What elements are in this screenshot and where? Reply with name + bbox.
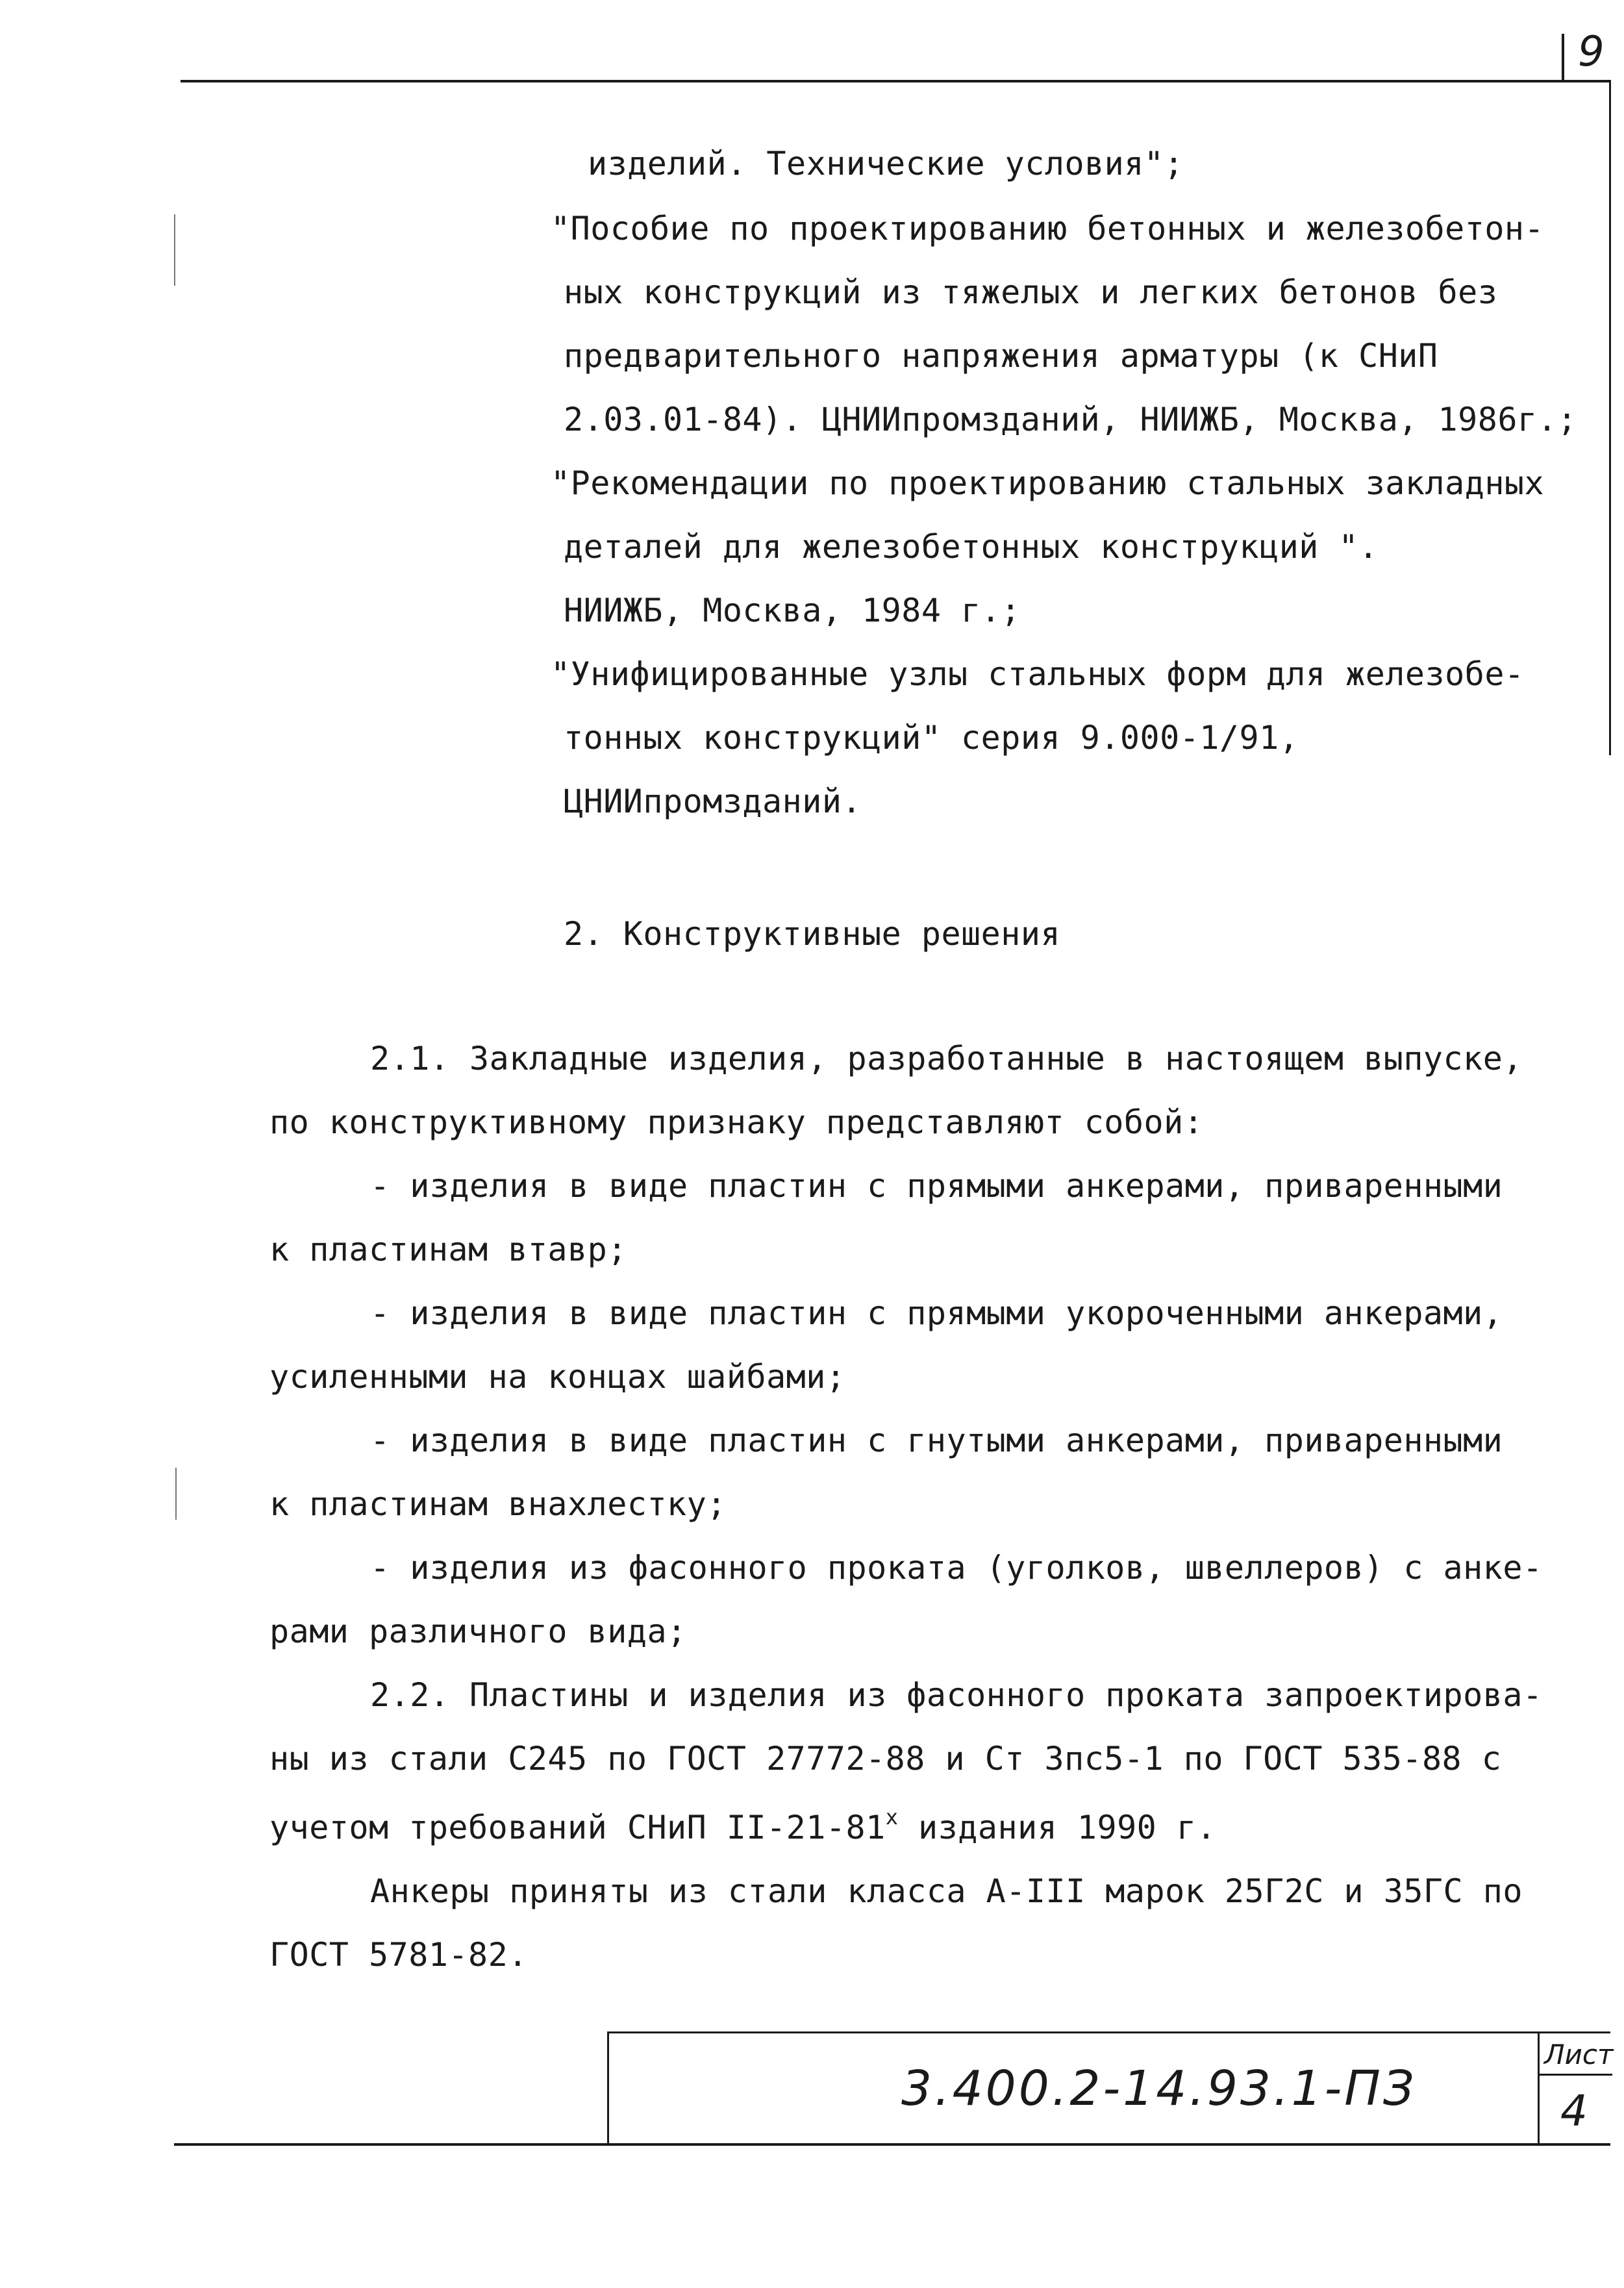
body-line: - изделия в виде пластин с прямыми анкерами, приваренными: [370, 1167, 1503, 1205]
body-line: по конструктивному признаку представляют собой:: [269, 1103, 1204, 1141]
reference-line: тонных конструкций" серия 9.000-1/91,: [564, 719, 1299, 757]
body-line: к пластинам втавр;: [269, 1231, 627, 1268]
left-margin-mark-1: [174, 214, 175, 286]
sheet-label: Лист: [1544, 2039, 1614, 2070]
anchors-line: Анкеры приняты из стали класса А-III марок 25Г2С и 35ГС по: [370, 1872, 1523, 1910]
corner-vertical-line: [1562, 34, 1564, 82]
body-line: 2.1. Закладные изделия, разработанные в настоящем выпуске,: [370, 1040, 1523, 1077]
reference-line: ЦНИИпромзданий.: [564, 783, 862, 820]
reference-line: изделий. Технические условия";: [588, 145, 1184, 182]
snip-reference-line: [269, 1805, 1217, 1847]
body-line: - изделия в виде пластин с прямыми укороченными анкерами,: [370, 1294, 1503, 1332]
reference-line: предварительного напряжения арматуры (к СНиП: [564, 337, 1438, 375]
snip-line-before: учетом требований СНиП II-21-81: [269, 1809, 886, 1846]
reference-line: "Пособие по проектированию бетонных и железобетон-: [551, 210, 1545, 247]
reference-line: 2.03.01-84). ЦНИИпромзданий, НИИЖБ, Москва, 1986г.;: [564, 401, 1577, 438]
sheet-number: 4: [1560, 2086, 1588, 2136]
body-line: 2.2. Пластины и изделия из фасонного проката запроектирова-: [370, 1676, 1543, 1714]
body-line: к пластинам внахлестку;: [269, 1485, 727, 1523]
left-margin-mark-2: [175, 1468, 177, 1520]
title-block: [607, 2031, 1614, 2143]
reference-line: НИИЖБ, Москва, 1984 г.;: [564, 592, 1021, 629]
body-line: ны из стали С245 по ГОСТ 27772-88 и Ст 3пс5-1 по ГОСТ 535-88 с: [269, 1740, 1502, 1778]
reference-line: деталей для железобетонных конструкций ".: [564, 528, 1379, 566]
top-border-line: [181, 80, 1609, 82]
reference-line: "Рекомендации по проектированию стальных закладных: [551, 464, 1545, 502]
reference-line: "Унифицированные узлы стальных форм для железобе-: [551, 655, 1525, 693]
snip-superscript: х: [885, 1805, 899, 1829]
title-block-divider-vertical: [1538, 2033, 1540, 2145]
snip-line-after: издания 1990 г.: [898, 1809, 1217, 1846]
section-heading: 2. Конструктивные решения: [564, 915, 1061, 953]
title-block-divider-horizontal: [1538, 2074, 1612, 2076]
body-line: усиленными на концах шайбами;: [269, 1358, 846, 1396]
document-code: 3.400.2-14.93.1-ПЗ: [901, 2061, 1417, 2117]
body-line: рами различного вида;: [269, 1613, 687, 1650]
body-line: - изделия из фасонного проката (уголков, швеллеров) с анке-: [370, 1549, 1543, 1587]
right-border-line: [1609, 80, 1611, 755]
reference-line: ных конструкций из тяжелых и легких бетонов без: [564, 273, 1498, 311]
page-corner-number: 9: [1578, 28, 1605, 76]
anchors-line: ГОСТ 5781-82.: [269, 1936, 528, 1974]
bottom-border-line: [174, 2143, 1610, 2146]
body-line: - изделия в виде пластин с гнутыми анкерами, приваренными: [370, 1422, 1503, 1459]
